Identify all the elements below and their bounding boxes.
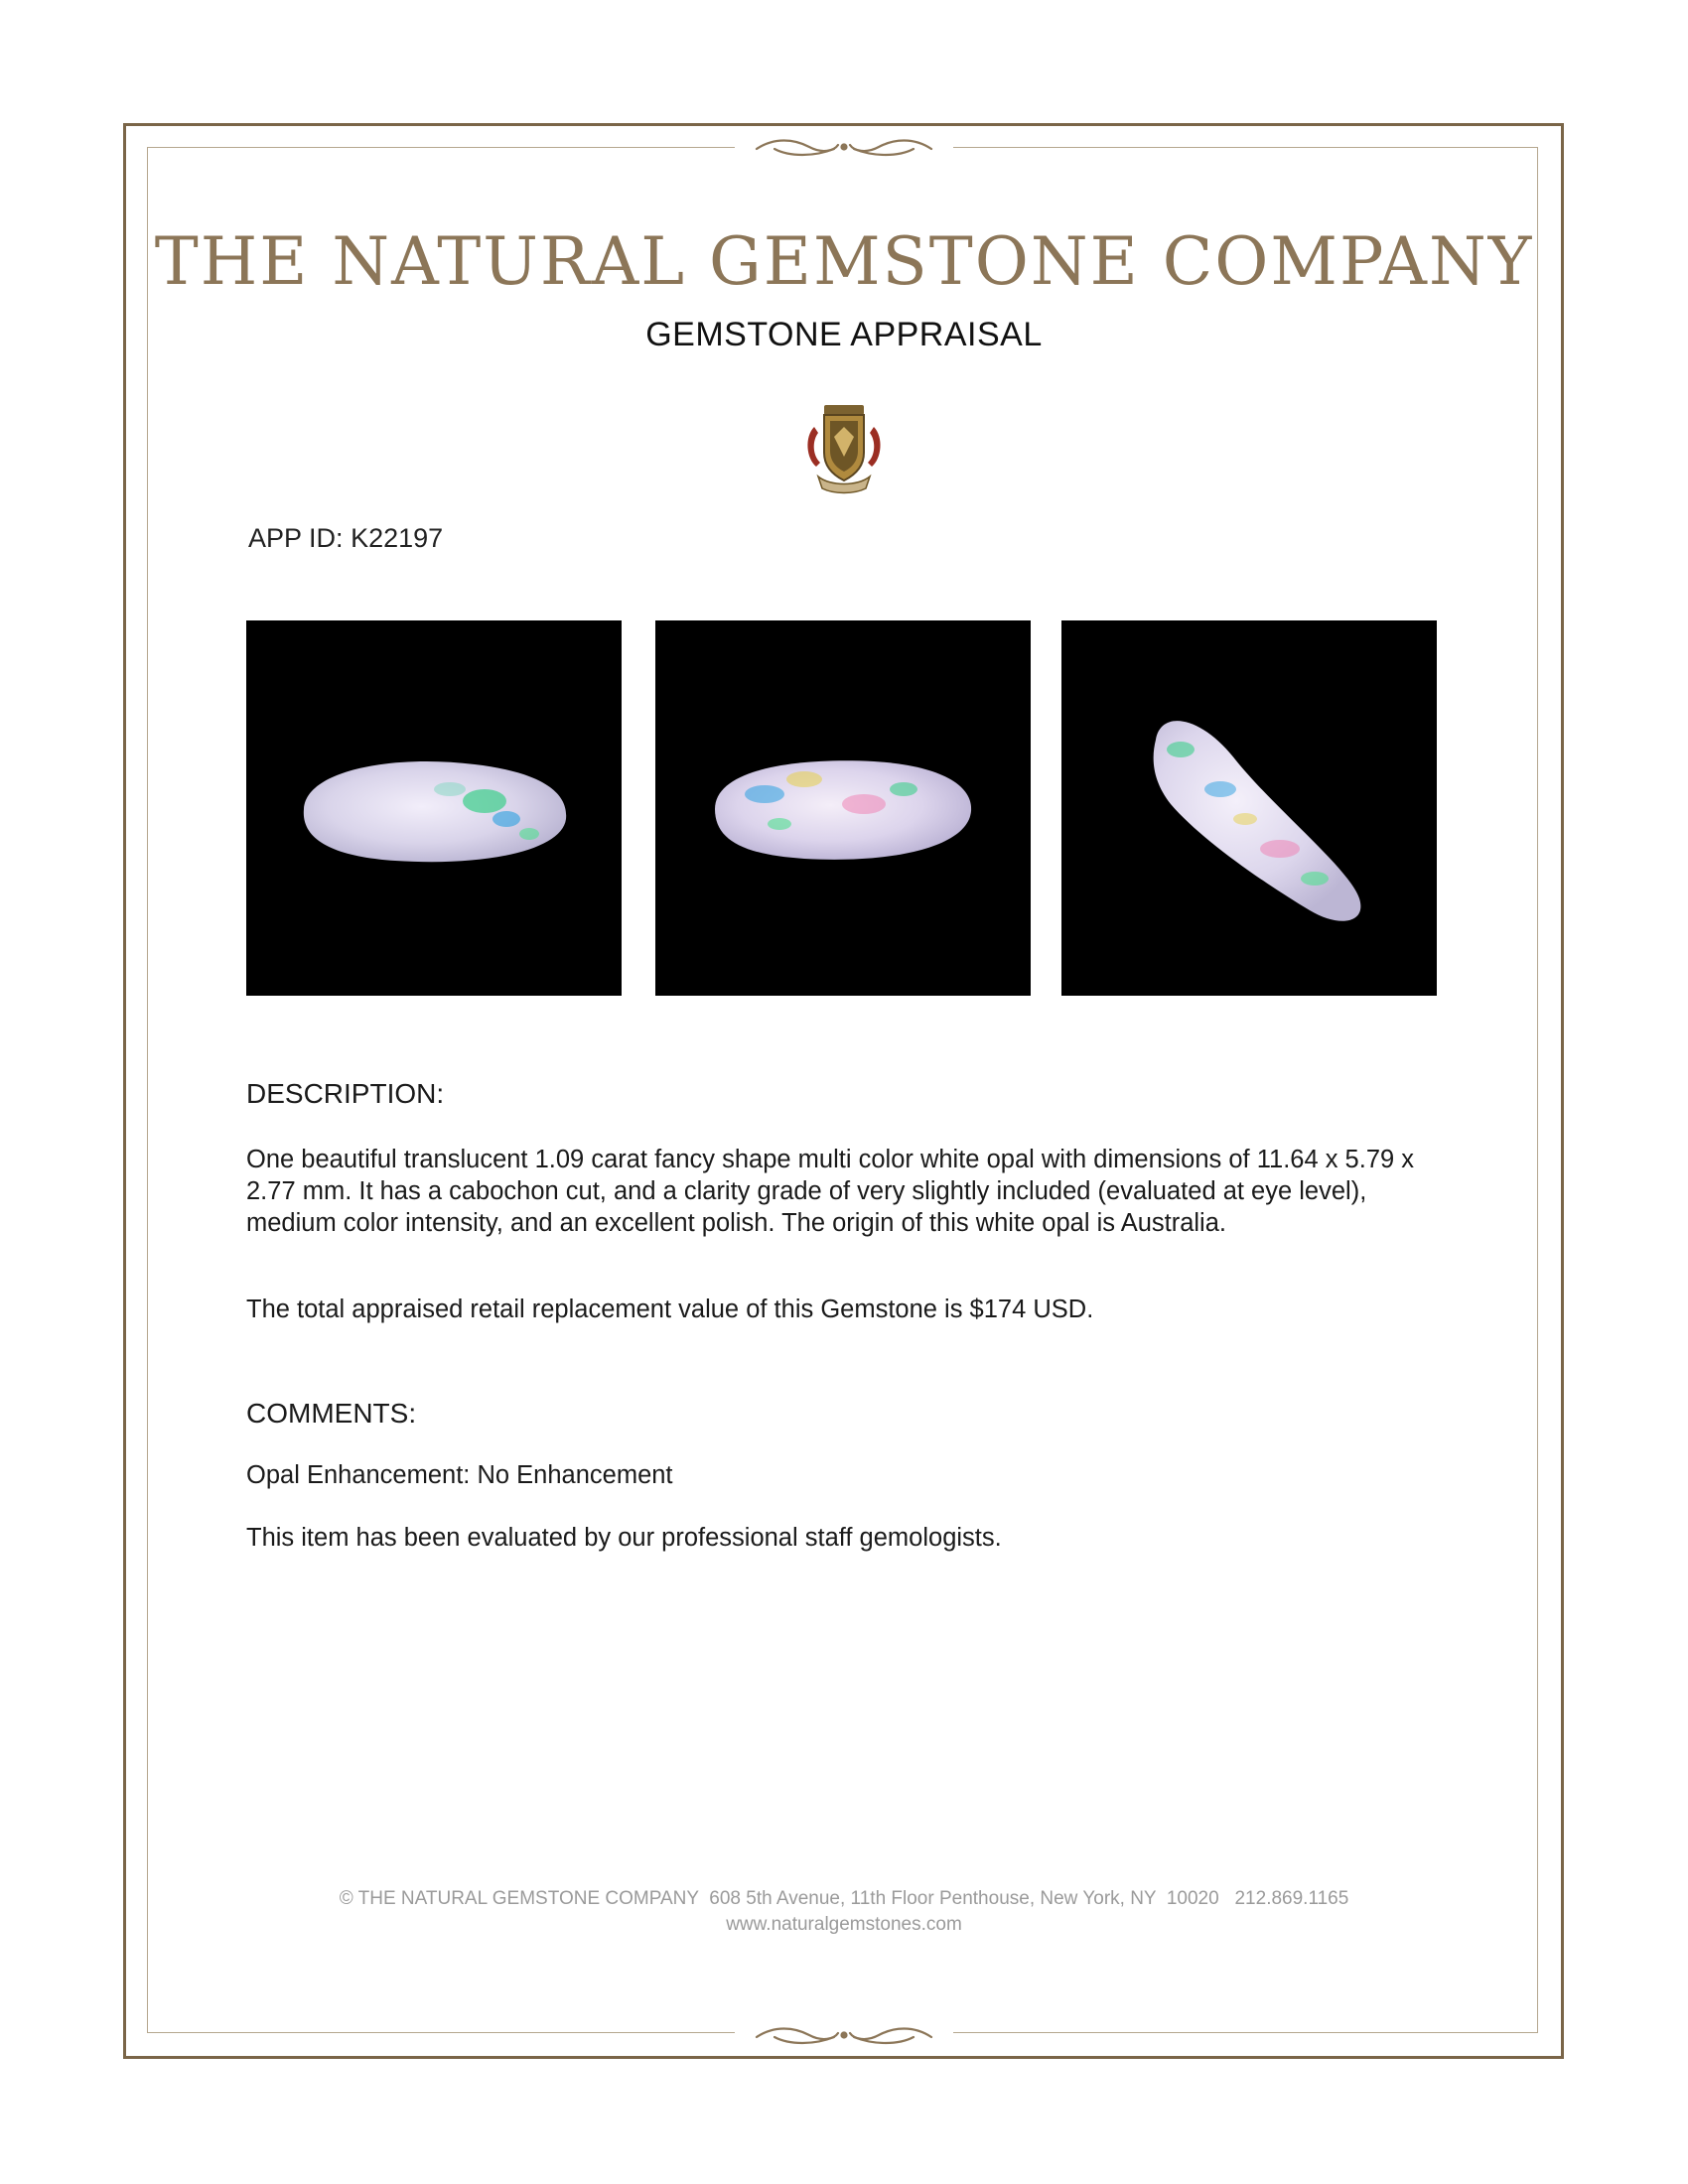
description-text: One beautiful translucent 1.09 carat fancy shape multi color white opal with dimensions of 11.64 x 5.79 x 2.77 mm. It has a cabochon cut, and a clarity grade of very slightly included (evaluated at eye level), medium color intensity, and an excellent polish. The origin of this white opal is Australia. xyxy=(246,1146,1415,1237)
opal-photo-angle xyxy=(655,620,1031,996)
appraised-value-text: The total appraised retail replacement value of this Gemstone is $174 USD. xyxy=(246,1296,1094,1323)
bottom-ornament-icon xyxy=(735,2015,953,2055)
description-heading: DESCRIPTION: xyxy=(246,1078,445,1109)
company-name: THE NATURAL GEMSTONE COMPANY xyxy=(154,223,1534,300)
top-ornament-icon xyxy=(735,127,953,167)
enhancement-text: Opal Enhancement: No Enhancement xyxy=(246,1461,673,1489)
evaluation-text: This item has been evaluated by our professional staff gemologists. xyxy=(246,1524,1002,1552)
app-id xyxy=(248,523,443,554)
footer-website[interactable]: www.naturalgemstones.com xyxy=(726,1914,962,1935)
app-id-value: K22197 xyxy=(351,523,444,553)
app-id-label: APP ID: xyxy=(248,523,344,553)
document-title: GEMSTONE APPRAISAL xyxy=(645,316,1043,353)
footer-address: © THE NATURAL GEMSTONE COMPANY 608 5th Avenue, 11th Floor Penthouse, New York, NY 10020 212.869.1165 xyxy=(339,1888,1349,1909)
opal-photo-front xyxy=(246,620,622,996)
opal-photo-tilted xyxy=(1061,620,1437,996)
crest-icon xyxy=(800,397,888,496)
comments-heading: COMMENTS: xyxy=(246,1398,417,1429)
